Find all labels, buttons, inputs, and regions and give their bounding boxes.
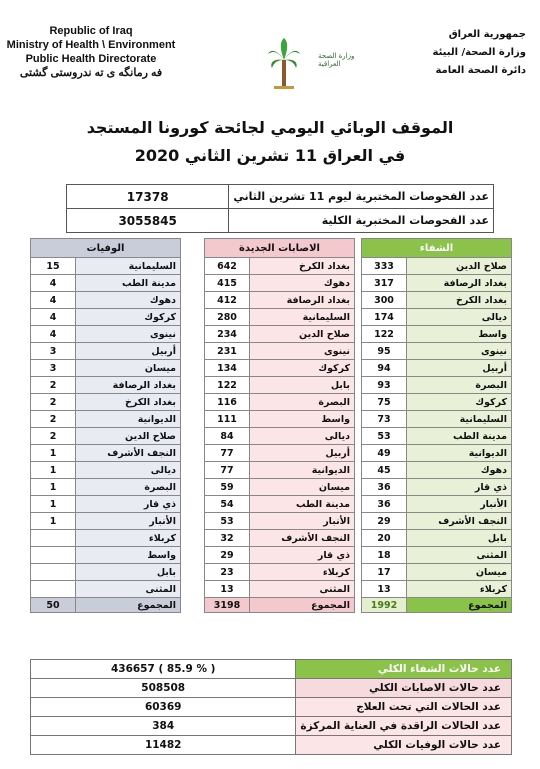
summary-label: عدد حالات الوفيات الكلي (296, 736, 512, 755)
province-value: 77 (205, 462, 250, 479)
header-en-line: فه رمانگه ی ته ندروستی گشتی (19, 67, 163, 79)
province-value: 300 (362, 292, 407, 309)
table-row (205, 547, 355, 564)
table-row (31, 479, 181, 496)
province-value: 4 (31, 292, 76, 309)
province-value: 13 (362, 581, 407, 598)
province-name: صلاح الدين (76, 428, 181, 445)
province-name: البصرة (250, 394, 355, 411)
lab-tests-total-label: عدد الفحوصات المختبرية الكلية (229, 209, 494, 233)
province-value: 84 (205, 428, 250, 445)
logo-caption: وزارة الصحة العراقية (318, 52, 355, 68)
table-row (31, 309, 181, 326)
province-name: كركوك (76, 309, 181, 326)
infections-total-value: 3198 (205, 598, 250, 613)
province-value: 231 (205, 343, 250, 360)
province-name: بغداد الرصافة (250, 292, 355, 309)
province-value: 642 (205, 258, 250, 275)
lab-tests-total-value: 3055845 (67, 209, 229, 233)
table-row (362, 275, 512, 292)
table-row (362, 394, 512, 411)
province-name: كركوك (250, 360, 355, 377)
table-row (362, 479, 512, 496)
province-value: 3 (31, 360, 76, 377)
table-row (205, 411, 355, 428)
table-row (205, 428, 355, 445)
province-value (31, 564, 76, 581)
province-value: 4 (31, 326, 76, 343)
province-name: بغداد الرصافة (76, 377, 181, 394)
province-value: 134 (205, 360, 250, 377)
province-name: أربيل (407, 360, 512, 377)
summary-value: 436657 ( 85.9 % ) (31, 660, 296, 679)
summary-row-infections (31, 679, 512, 698)
province-name: ديالى (76, 462, 181, 479)
table-row (362, 462, 512, 479)
province-name: بغداد الرصافة (407, 275, 512, 292)
header-ar-line: جمهورية العراق (448, 29, 526, 40)
recoveries-table (361, 238, 512, 613)
table-row (362, 581, 512, 598)
province-name: بغداد الكرخ (407, 292, 512, 309)
table-row (205, 530, 355, 547)
province-name: بغداد الكرخ (250, 258, 355, 275)
table-row (205, 258, 355, 275)
table-row (205, 496, 355, 513)
province-name: الأنبار (76, 513, 181, 530)
header-ar-line: وزارة الصحة/ البيئة (432, 47, 526, 58)
province-value: 415 (205, 275, 250, 292)
recoveries-rows (362, 258, 512, 598)
province-value: 2 (31, 394, 76, 411)
deaths-title: الوفيات (31, 239, 181, 258)
table-row (31, 462, 181, 479)
table-row (362, 564, 512, 581)
province-name: الأنبار (250, 513, 355, 530)
province-name: المثنى (250, 581, 355, 598)
recoveries-total-value: 1992 (362, 598, 407, 613)
table-row (362, 309, 512, 326)
lab-tests-daily-value: 17378 (67, 185, 229, 209)
infections-total-label: المجموع (250, 598, 355, 613)
province-name: نينوى (250, 343, 355, 360)
province-name: السليمانية (76, 258, 181, 275)
province-name: ميسان (407, 564, 512, 581)
summary-label: عدد حالات الشفاء الكلي (296, 660, 512, 679)
province-value: 93 (362, 377, 407, 394)
province-value: 20 (362, 530, 407, 547)
province-name: ذي قار (76, 496, 181, 513)
province-name: دهوك (407, 462, 512, 479)
table-row (31, 377, 181, 394)
deaths-total-value: 50 (31, 598, 76, 613)
recoveries-total-label: المجموع (407, 598, 512, 613)
province-value (31, 547, 76, 564)
table-row (362, 411, 512, 428)
province-value: 49 (362, 445, 407, 462)
table-row (31, 258, 181, 275)
table-row (205, 445, 355, 462)
lab-tests-table (66, 184, 494, 233)
table-row (205, 564, 355, 581)
province-name: النجف الأشرف (76, 445, 181, 462)
province-name: دهوك (250, 275, 355, 292)
infections-rows (205, 258, 355, 598)
header-en-line: Ministry of Health \ Environment (6, 39, 176, 51)
table-row (31, 411, 181, 428)
table-row (362, 513, 512, 530)
table-row (31, 343, 181, 360)
province-name: صلاح الدين (250, 326, 355, 343)
summary-value: 60369 (31, 698, 296, 717)
province-value: 116 (205, 394, 250, 411)
province-name: الديوانية (250, 462, 355, 479)
infections-total-row (205, 598, 355, 613)
province-value: 18 (362, 547, 407, 564)
table-row (205, 377, 355, 394)
table-row (31, 360, 181, 377)
table-row (31, 275, 181, 292)
table-row (31, 445, 181, 462)
page-subtitle-date: في العراق 11 تشرين الثاني 2020 (134, 146, 406, 165)
lab-tests-daily-row (67, 185, 494, 209)
recoveries-header-row (362, 239, 512, 258)
table-row (31, 496, 181, 513)
province-name: بغداد الكرخ (76, 394, 181, 411)
province-name: النجف الأشرف (407, 513, 512, 530)
table-row (205, 309, 355, 326)
province-name: ذي قار (250, 547, 355, 564)
table-row (362, 258, 512, 275)
province-value: 2 (31, 411, 76, 428)
province-value: 1 (31, 496, 76, 513)
province-value: 4 (31, 309, 76, 326)
table-row (205, 292, 355, 309)
summary-label: عدد الحالات التي تحت العلاج (296, 698, 512, 717)
table-row (362, 326, 512, 343)
province-value: 23 (205, 564, 250, 581)
province-value: 122 (362, 326, 407, 343)
province-value: 234 (205, 326, 250, 343)
province-value: 53 (362, 428, 407, 445)
table-row (205, 326, 355, 343)
deaths-total-label: المجموع (76, 598, 181, 613)
table-row (362, 343, 512, 360)
province-value: 73 (362, 411, 407, 428)
province-name: بابل (250, 377, 355, 394)
table-row (31, 292, 181, 309)
province-value: 59 (205, 479, 250, 496)
province-name: النجف الأشرف (250, 530, 355, 547)
header-en-line: Republic of Iraq (49, 25, 133, 37)
province-name: نينوى (76, 326, 181, 343)
province-name: واسط (407, 326, 512, 343)
table-row (31, 394, 181, 411)
province-value: 1 (31, 445, 76, 462)
summary-row-icu (31, 717, 512, 736)
deaths-total-row (31, 598, 181, 613)
infections-title: الاصابات الجديدة (205, 239, 355, 258)
province-name: البصرة (407, 377, 512, 394)
province-value: 1 (31, 479, 76, 496)
province-value: 280 (205, 309, 250, 326)
province-value (31, 581, 76, 598)
deaths-header-row (31, 239, 181, 258)
province-value: 77 (205, 445, 250, 462)
deaths-rows (31, 258, 181, 598)
header-en-line: Public Health Directorate (25, 53, 157, 65)
province-name: مدينة الطب (250, 496, 355, 513)
province-name: دهوك (76, 292, 181, 309)
province-name: ديالى (250, 428, 355, 445)
province-name: ميسان (250, 479, 355, 496)
table-row (31, 581, 181, 598)
infections-header-row (205, 239, 355, 258)
table-row (205, 581, 355, 598)
province-value: 3 (31, 343, 76, 360)
province-value: 94 (362, 360, 407, 377)
header-ar-line: دائرة الصحة العامة (435, 65, 526, 76)
province-value: 122 (205, 377, 250, 394)
province-value: 75 (362, 394, 407, 411)
province-name: كركوك (407, 394, 512, 411)
summary-value: 11482 (31, 736, 296, 755)
header-english (2, 24, 180, 80)
table-row (362, 360, 512, 377)
province-name: بابل (407, 530, 512, 547)
table-row (31, 530, 181, 547)
province-value: 53 (205, 513, 250, 530)
lab-tests-total-row (67, 209, 494, 233)
table-row (362, 292, 512, 309)
province-name: مدينة الطب (407, 428, 512, 445)
table-row (362, 547, 512, 564)
province-name: ميسان (76, 360, 181, 377)
table-row (31, 326, 181, 343)
table-row (31, 428, 181, 445)
summary-value: 508508 (31, 679, 296, 698)
province-name: كربلاء (250, 564, 355, 581)
province-value: 13 (205, 581, 250, 598)
table-row (205, 513, 355, 530)
province-name: المثنى (76, 581, 181, 598)
province-value: 4 (31, 275, 76, 292)
province-value: 412 (205, 292, 250, 309)
province-value: 29 (362, 513, 407, 530)
province-name: الأنبار (407, 496, 512, 513)
province-name: الديوانية (76, 411, 181, 428)
recoveries-total-row (362, 598, 512, 613)
province-name: السليمانية (250, 309, 355, 326)
summary-value: 384 (31, 717, 296, 736)
province-value: 333 (362, 258, 407, 275)
infections-table (204, 238, 355, 613)
province-value: 111 (205, 411, 250, 428)
summary-table (30, 659, 512, 755)
lab-tests-daily-label: عدد الفحوصات المختبرية ليوم 11 تشرين الثاني (229, 185, 494, 209)
summary-row-under-treatment (31, 698, 512, 717)
province-value (31, 530, 76, 547)
province-value: 174 (362, 309, 407, 326)
province-value: 36 (362, 496, 407, 513)
province-name: البصرة (76, 479, 181, 496)
province-value: 1 (31, 462, 76, 479)
table-row (205, 360, 355, 377)
province-value: 1 (31, 513, 76, 530)
summary-label: عدد الحالات الراقدة في العناية المركزة (296, 717, 512, 736)
recoveries-title: الشفاء (362, 239, 512, 258)
province-name: كربلاء (407, 581, 512, 598)
province-value: 17 (362, 564, 407, 581)
province-name: ديالى (407, 309, 512, 326)
page-title: الموقف الوبائي اليومي لجائحة كورونا المستجد (86, 118, 454, 137)
deaths-table (30, 238, 181, 613)
table-row (362, 428, 512, 445)
province-name: أربيل (250, 445, 355, 462)
table-row (31, 564, 181, 581)
province-name: السليمانية (407, 411, 512, 428)
summary-label: عدد حالات الاصابات الكلي (296, 679, 512, 698)
province-value: 95 (362, 343, 407, 360)
province-value: 317 (362, 275, 407, 292)
province-name: واسط (76, 547, 181, 564)
province-name: الديوانية (407, 445, 512, 462)
table-row (362, 445, 512, 462)
summary-row-recoveries (31, 660, 512, 679)
province-name: مدينة الطب (76, 275, 181, 292)
province-name: نينوى (407, 343, 512, 360)
table-row (31, 513, 181, 530)
province-value: 45 (362, 462, 407, 479)
province-name: واسط (250, 411, 355, 428)
table-row (362, 530, 512, 547)
province-name: كربلاء (76, 530, 181, 547)
table-row (205, 394, 355, 411)
table-row (205, 479, 355, 496)
table-row (31, 547, 181, 564)
province-value: 2 (31, 377, 76, 394)
province-value: 29 (205, 547, 250, 564)
province-name: المثنى (407, 547, 512, 564)
province-value: 2 (31, 428, 76, 445)
province-name: ذي قار (407, 479, 512, 496)
province-value: 15 (31, 258, 76, 275)
province-value: 54 (205, 496, 250, 513)
table-row (362, 496, 512, 513)
province-value: 36 (362, 479, 407, 496)
province-value: 32 (205, 530, 250, 547)
table-row (205, 343, 355, 360)
table-row (362, 377, 512, 394)
province-name: بابل (76, 564, 181, 581)
header-arabic (426, 26, 526, 80)
summary-row-deaths (31, 736, 512, 755)
province-name: صلاح الدين (407, 258, 512, 275)
province-name: أربيل (76, 343, 181, 360)
table-row (205, 275, 355, 292)
table-row (205, 462, 355, 479)
